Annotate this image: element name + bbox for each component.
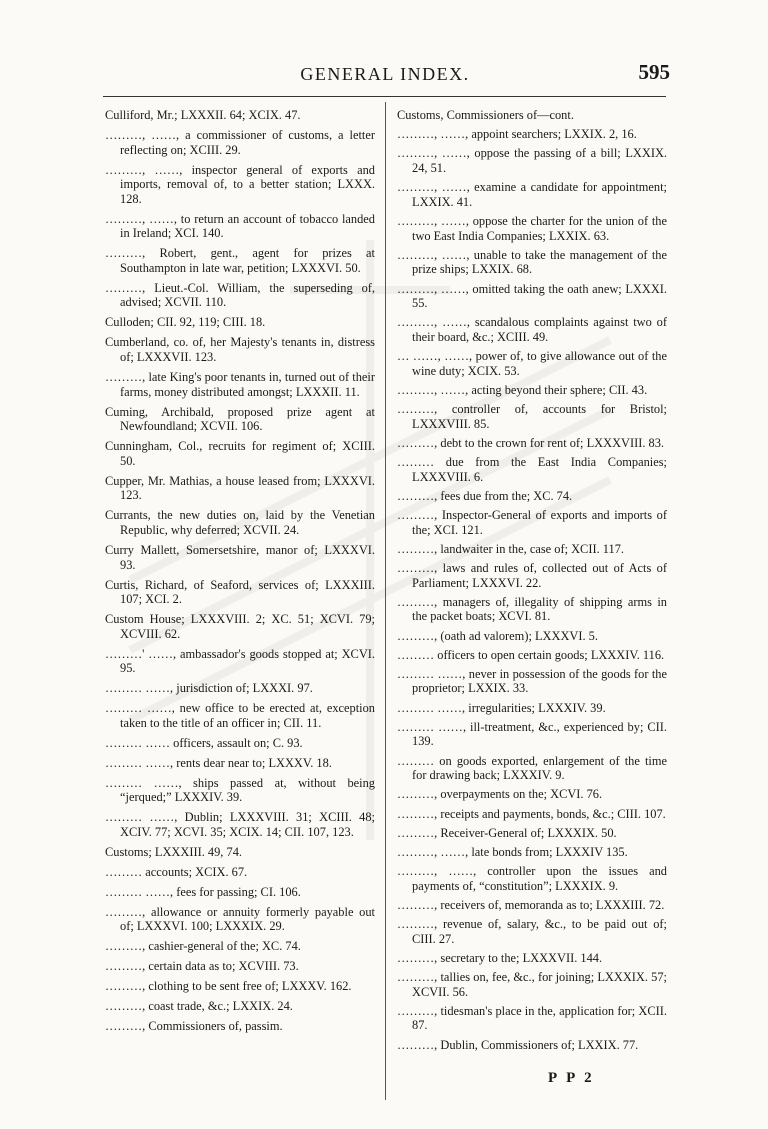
index-entry: ………, clothing to be sent free of; LXXXV. 162. — [105, 979, 352, 994]
index-entry: ………, laws and rules of, collected out of Acts of Parliament; LXXXVI. 22. — [397, 560, 667, 590]
index-entry: ……… ……, ships passed at, without being “jerqued;” LXXXIV. 39. — [105, 775, 375, 805]
right-column — [397, 108, 667, 1057]
index-entry: Customs, Commissioners of—cont. — [397, 108, 574, 122]
index-entry: Custom House; LXXXVIII. 2; XC. 51; XCVI. 79; XCVIII. 62. — [105, 612, 375, 641]
index-entry: ………, tallies on, fee, &c., for joining; LXXXIX. 57; XCVII. 56. — [397, 970, 667, 999]
index-entry: ………, ……, oppose the passing of a bill; LXXIX. 24, 51. — [397, 146, 667, 175]
index-entry: ………, receivers of, memoranda as to; LXXXIII. 72. — [397, 897, 665, 912]
index-entry: ……… ……, Dublin; LXXXVIII. 31; XCIII. 48; XCIV. 77; XCVI. 35; XCIX. 14; CII. 107, 123. — [105, 810, 375, 839]
index-entry: ……… ……, new office to be erected at, exception taken to the title of an officer in; CII. 11. — [105, 701, 375, 730]
index-entry: Cumberland, co. of, her Majesty's tenants in, distress of; LXXXVII. 123. — [105, 335, 375, 365]
index-entry: ………, landwaiter in the, case of; XCII. 117. — [397, 541, 624, 556]
index-entry: ………, debt to the crown for rent of; LXXXVIII. 83. — [397, 435, 665, 450]
index-entry: ………, Lieut.-Col. William, the superseding of, advised; XCVII. 110. — [105, 280, 375, 310]
index-entry: ………, ……, oppose the charter for the union of the two East India Companies; LXXIX. 63. — [397, 213, 667, 243]
index-entry: ……… ……, never in possession of the goods for the proprietor; LXXIX. 33. — [397, 666, 667, 696]
index-entry: Currants, the new duties on, laid by the Venetian Republic, why deferred; XCVII. 24. — [105, 508, 375, 537]
index-entry: ………, late King's poor tenants in, turned out of their farms, money distributed amongst; LXXXII. 11. — [105, 370, 375, 399]
index-entry: ………, Dublin, Commissioners of; LXXIX. 77. — [397, 1037, 639, 1052]
index-entry: ………, tidesman's place in the, application for; XCII. 87. — [397, 1003, 667, 1033]
index-entry: ………, certain data as to; XCVIII. 73. — [105, 959, 299, 974]
index-entry: ………, ……, omitted taking the oath anew; LXXXI. 55. — [397, 281, 667, 311]
index-entry: ………, ……, appoint searchers; LXXIX. 2, 16. — [397, 127, 637, 142]
index-entry: ………, ……, unable to take the management of the prize ships; LXXIX. 68. — [397, 247, 667, 277]
running-title: GENERAL INDEX. — [300, 64, 470, 84]
index-entry: ……… ……, irregularities; LXXXIV. 39. — [397, 700, 606, 715]
index-entry: ………, overpayments on the; XCVI. 76. — [397, 787, 603, 802]
index-entry: ……… accounts; XCIX. 67. — [105, 864, 248, 879]
index-entry: ………, Commissioners of, passim. — [105, 1019, 283, 1034]
index-entry: ……… ……, ill-treatment, &c., experienced by; CII. 139. — [397, 719, 667, 749]
page-header — [100, 60, 670, 90]
index-entry: Cupper, Mr. Mathias, a house leased from; LXXXVI. 123. — [105, 473, 375, 503]
index-entry: ………, ……, inspector general of exports and imports, removal of, to a better station; LXXX. 128. — [105, 162, 375, 206]
index-entry: ……… officers to open certain goods; LXXXIV. 116. — [397, 647, 665, 662]
index-entry: ………, secretary to the; LXXXVII. 144. — [397, 950, 603, 965]
index-entry: ……… on goods exported, enlargement of the time for drawing back; LXXXIV. 9. — [397, 753, 667, 783]
index-entry: … ……, ……, power of, to give allowance out of the wine duty; XCIX. 53. — [397, 349, 667, 378]
index-entry: ………, ……, late bonds from; LXXXIV 135. — [397, 844, 628, 859]
index-entry: ………, fees due from the; XC. 74. — [397, 488, 573, 503]
index-entry: ………, coast trade, &c.; LXXIX. 24. — [105, 999, 293, 1014]
index-entry: ………, Inspector-General of exports and imports of the; XCI. 121. — [397, 507, 667, 537]
header-rule — [103, 96, 666, 97]
page-number: 595 — [638, 60, 670, 84]
index-entry: ………, Receiver-General of; LXXXIX. 50. — [397, 825, 617, 840]
index-entry: Culliford, Mr.; LXXXII. 64; XCIX. 47. — [105, 108, 301, 122]
index-entry: Cuming, Archibald, proposed prize agent at Newfoundland; XCVII. 106. — [105, 404, 375, 434]
index-entry: ……… …… officers, assault on; C. 93. — [105, 735, 303, 750]
index-entry: ………, ……, controller upon the issues and payments of, “constitution”; LXXXIX. 9. — [397, 864, 667, 893]
index-entry: ………, controller of, accounts for Bristol; LXXXVIII. 85. — [397, 402, 667, 431]
index-entry: ………, (oath ad valorem); LXXXVI. 5. — [397, 628, 598, 643]
index-entry: ………, revenue of, salary, &c., to be paid out of; CIII. 27. — [397, 917, 667, 946]
index-entry: ……… ……, fees for passing; CI. 106. — [105, 884, 301, 899]
index-entry: ………, managers of, illegality of shipping arms in the packet boats; XCVI. 81. — [397, 594, 667, 624]
index-entry: Customs; LXXXIII. 49, 74. — [105, 844, 242, 859]
index-entry: ……… due from the East India Companies; LXXXVIII. 6. — [397, 455, 667, 484]
index-entry: ………, ……, examine a candidate for appointment; LXXIX. 41. — [397, 180, 667, 209]
index-entry: ……… ……, jurisdiction of; LXXXI. 97. — [105, 681, 313, 696]
index-entry: Cunningham, Col., recruits for regiment of; XCIII. 50. — [105, 439, 375, 468]
index-entry: ………, Robert, gent., agent for prizes at Southampton in late war, petition; LXXXVI. 50. — [105, 246, 375, 275]
column-divider — [385, 102, 386, 1100]
index-entry: ………, receipts and payments, bonds, &c.; CIII. 107. — [397, 806, 666, 821]
index-entry: Curry Mallett, Somersetshire, manor of; LXXXVI. 93. — [105, 542, 375, 572]
index-entry: Curtis, Richard, of Seaford, services of; LXXXIII. 107; XCI. 2. — [105, 577, 375, 607]
index-entry: ………, cashier-general of the; XC. 74. — [105, 939, 301, 954]
index-entry: ………' ……, ambassador's goods stopped at; XCVI. 95. — [105, 646, 375, 676]
signature-mark: P P 2 — [548, 1070, 595, 1086]
index-entry: Culloden; CII. 92, 119; CIII. 18. — [105, 315, 266, 330]
index-entry: ……… ……, rents dear near to; LXXXV. 18. — [105, 755, 332, 770]
index-entry: ………, ……, a commissioner of customs, a letter reflecting on; XCIII. 29. — [105, 127, 375, 157]
index-entry: ………, ……, scandalous complaints against two of their board, &c.; XCIII. 49. — [397, 315, 667, 344]
left-column — [105, 108, 375, 1039]
index-entry: ………, ……, to return an account of tobacco landed in Ireland; XCI. 140. — [105, 211, 375, 241]
index-entry: ………, allowance or annuity formerly payable out of; LXXXVI. 100; LXXXIX. 29. — [105, 904, 375, 934]
index-entry: ………, ……, acting beyond their sphere; CII. 43. — [397, 382, 648, 397]
